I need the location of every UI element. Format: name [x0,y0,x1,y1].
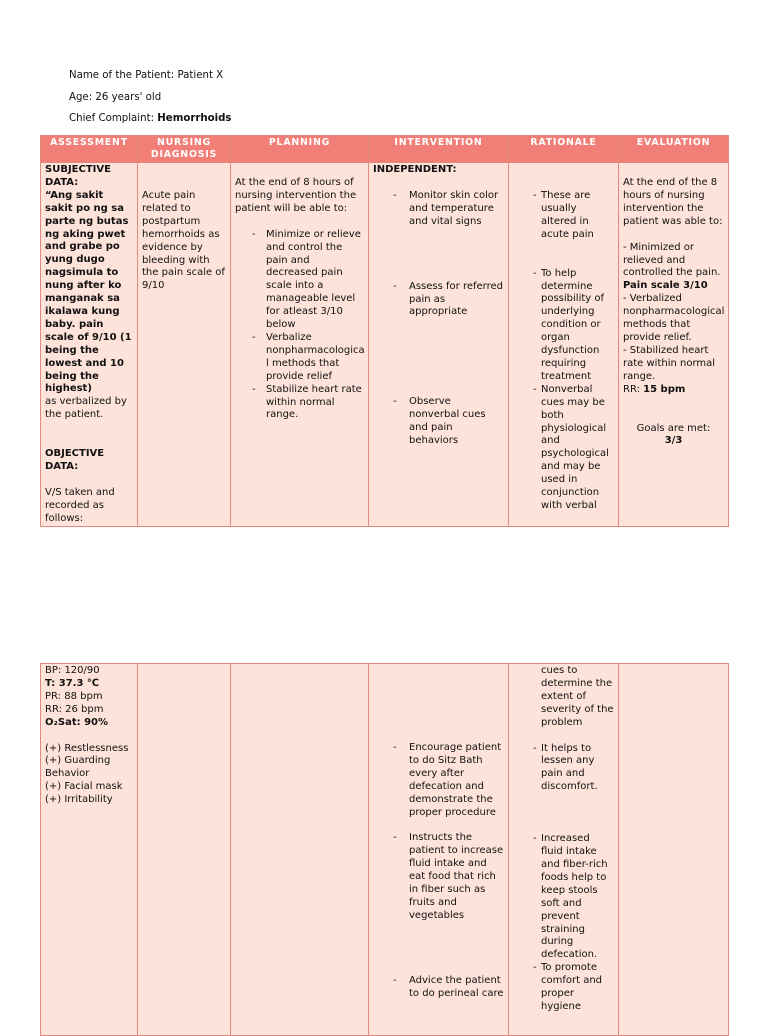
assessment-cell-cont [41,664,138,1036]
list-item: - These are usually altered in acute pain [513,190,614,242]
age-label: Age: [69,92,93,103]
evaluation-cell [619,163,729,527]
vital-pr: PR: 88 bpm [45,690,103,702]
patient-name-line [69,70,223,82]
col-planning: PLANNING [231,136,369,163]
list-item: - Increased fluid intake and fiber-rich foods help to keep stools soft and prevent straining during defecation. [513,833,614,962]
list-item: - Monitor skin color and temperature and vital signs [373,190,504,229]
list-item: - Stabilize heart rate within normal range. [235,384,364,423]
goals-value: 3/3 [664,435,683,447]
list-item: - It helps to lessen any pain and discomfort. [513,743,614,795]
intervention-cell [369,163,509,527]
list-item: - Encourage patient to do Sitz Bath every after defecation and demonstrate the proper procedure [373,742,504,819]
rationale-cell [509,163,619,527]
rationale-continued: cues to determine the extent of severity of the problem [541,665,614,728]
evaluation-line1: - Minimized or relieved and controlled the pain. [623,241,721,279]
evaluation-cell-cont [619,664,729,1036]
diagnosis-cell-cont [138,664,231,1036]
evaluation-intro: At the end of the 8 hours of nursing intervention the patient was able to: [623,177,723,227]
list-item: - Minimize or relieve and control the pain and decreased pain scale into a manageable level for atleast 3/10 below [235,229,364,332]
evaluation-pain-scale: Pain scale 3/10 [623,280,708,292]
rr-value: 15 bpm [643,383,686,395]
chief-complaint-line [69,113,231,125]
assessment-cell [41,163,138,527]
evaluation-line3: - Stabilized heart rate within normal range. [623,344,716,382]
sign-item: (+) Restlessness [45,742,129,754]
intervention-list-cont [373,742,504,1001]
list-item: - Advice the patient to do perineal care [373,975,504,1001]
objective-heading: OBJECTIVE DATA: [45,448,105,473]
planning-cell-cont [231,664,369,1036]
age-value: 26 years' old [95,92,162,103]
intervention-cell-cont [369,664,509,1036]
verbalized-text: as verbalized by the patient. [45,396,127,421]
sign-item: (+) Irritability [45,794,113,806]
rr-label: RR: [623,383,640,395]
age-line [69,92,161,104]
rationale-list-cont [513,743,614,1014]
complaint-value: Hemorrhoids [157,113,232,124]
list-item: - Assess for referred pain as appropriate [373,281,504,320]
list-item: - To promote comfort and proper hygiene [513,962,614,1014]
diagnosis-cell [138,163,231,527]
sign-item: (+) Guarding Behavior [45,755,111,780]
care-plan-table-page2 [40,663,729,1036]
col-assessment: ASSESSMENT [41,136,138,163]
rationale-cell-cont [509,664,619,1036]
table-row [41,163,729,527]
diagnosis-text: Acute pain related to postpartum hemorrhoids as evidence by bleeding with the pain scale of 9/10 [142,190,225,292]
subjective-heading: SUBJECTIVE DATA: [45,164,111,188]
patient-value: Patient X [177,70,224,81]
list-item: - Instructs the patient to increase fluid intake and eat food that rich in fiber such as fruits and vegetables [373,832,504,922]
list-item: - Verbalize nonpharmacologica l methods that provide relief [235,332,364,384]
vital-bp: BP: 120/90 [45,665,100,676]
col-rationale: RATIONALE [509,136,619,163]
table-header-row [41,136,729,163]
planning-intro: At the end of 8 hours of nursing intervention the patient will be able to: [235,177,357,214]
evaluation-rr [623,384,724,397]
patient-label: Name of the Patient: [69,70,175,81]
vital-o2sat: O₂Sat: 90% [45,716,109,728]
list-item: - Nonverbal cues may be both physiological and psychological and may be used in conjunction with verbal [513,384,614,513]
rationale-list [513,190,614,513]
list-item: - Observe nonverbal cues and pain behaviors [373,396,504,448]
vital-rr: RR: 26 bpm [45,703,104,715]
complaint-label: Chief Complaint: [69,113,155,124]
planning-cell [231,163,369,527]
care-plan-table-page1 [40,135,729,527]
sign-item: (+) Facial mask [45,781,123,793]
col-evaluation: EVALUATION [619,136,729,163]
evaluation-line2: - Verbalized nonpharmacological methods that provide relief. [623,293,725,343]
planning-list [235,229,364,423]
col-nursing-diagnosis: NURSING DIAGNOSIS [138,136,231,163]
subjective-quote: “Ang sakit sakit po ng sa parte ng butas ng aking pwet and grabe po yung dugo nagsimula to nung after ko manganak sa ikalawa kung baby. pain scale of 9/10 (1 being the lowest and 10 being the highest) [45,189,132,395]
goals-label: Goals are met: [636,422,711,434]
vs-text: V/S taken and recorded as follows: [45,486,115,524]
list-item: - To help determine possibility of underlying condition or organ dysfunction requiring treatment [513,268,614,384]
independent-heading: INDEPENDENT: [373,164,457,175]
intervention-list [373,190,504,448]
col-intervention: INTERVENTION [369,136,509,163]
table-row [41,664,729,1036]
vital-temp: T: 37.3 ℃ [45,677,100,689]
